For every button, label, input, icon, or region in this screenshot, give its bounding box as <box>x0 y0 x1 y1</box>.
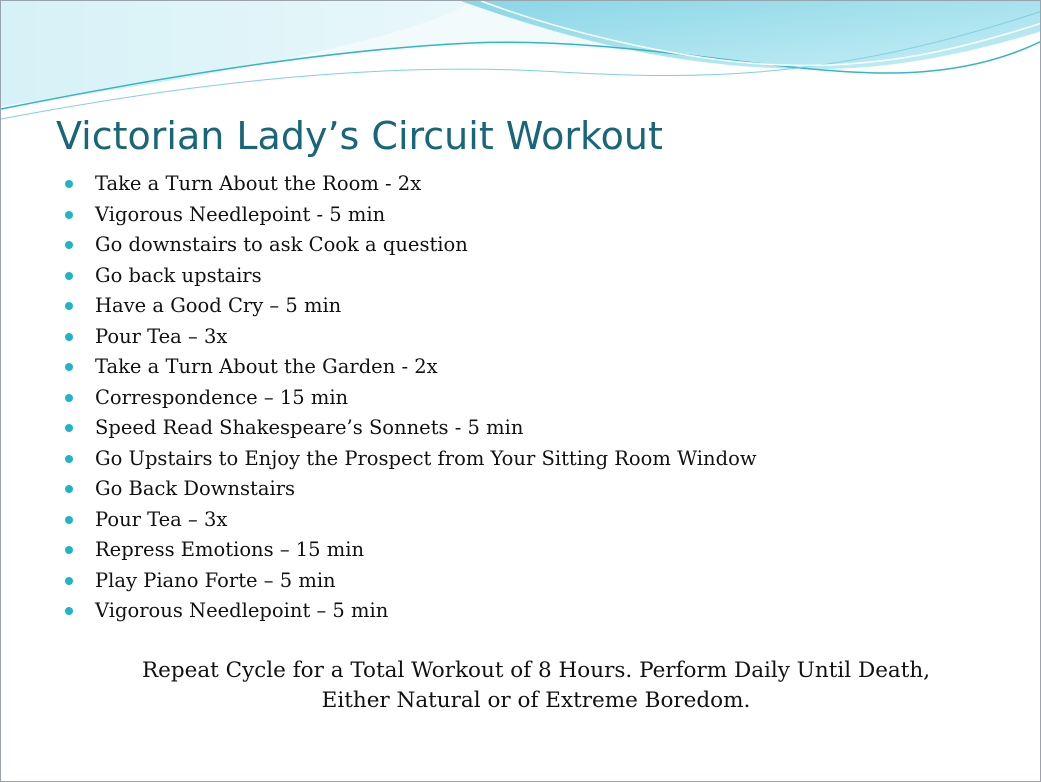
bullet-icon <box>65 485 73 493</box>
list-item <box>63 535 757 566</box>
list-item <box>63 474 757 505</box>
list-item-text: Go Upstairs to Enjoy the Prospect from Your Sitting Room Window <box>95 446 757 470</box>
list-item <box>63 505 757 536</box>
list-item <box>63 413 757 444</box>
list-item <box>63 322 757 353</box>
bullet-icon <box>65 333 73 341</box>
list-item-text: Pour Tea – 3x <box>95 507 228 531</box>
list-item <box>63 566 757 597</box>
bullet-icon <box>65 302 73 310</box>
list-item-text: Vigorous Needlepoint – 5 min <box>95 599 389 622</box>
bullet-icon <box>65 211 73 219</box>
list-item-text: Repress Emotions – 15 min <box>95 538 365 561</box>
footer-note <box>41 656 1031 716</box>
list-item-text: Take a Turn About the Garden - 2x <box>95 355 438 378</box>
list-item-text: Correspondence – 15 min <box>95 385 349 409</box>
workout-list <box>63 169 757 627</box>
list-item-text: Pour Tea – 3x <box>95 324 228 348</box>
bullet-icon <box>65 516 73 524</box>
list-item-text: Go Back Downstairs <box>95 477 296 500</box>
list-item <box>63 383 757 414</box>
slide-title: Victorian Lady’s Circuit Workout <box>56 114 663 158</box>
list-item <box>63 596 757 627</box>
list-item <box>63 200 757 231</box>
list-item <box>63 169 757 200</box>
footer-line: Repeat Cycle for a Total Workout of 8 Hours. Perform Daily Until Death, <box>141 658 931 683</box>
list-item <box>63 444 757 475</box>
list-item-text: Play Piano Forte – 5 min <box>95 568 336 592</box>
list-item <box>63 291 757 322</box>
bullet-icon <box>65 180 73 188</box>
bullet-icon <box>65 424 73 432</box>
list-item <box>63 352 757 383</box>
bullet-icon <box>65 455 73 463</box>
list-item <box>63 230 757 261</box>
footer-line: Either Natural or of Extreme Boredom. <box>321 688 751 713</box>
bullet-icon <box>65 607 73 615</box>
list-item-text: Go back upstairs <box>95 263 262 287</box>
bullet-icon <box>65 241 73 249</box>
list-item-text: Vigorous Needlepoint - 5 min <box>95 202 386 226</box>
bullet-icon <box>65 272 73 280</box>
list-item <box>63 261 757 292</box>
bullet-icon <box>65 546 73 554</box>
bullet-icon <box>65 363 73 371</box>
list-item-text: Speed Read Shakespeare’s Sonnets - 5 min <box>95 416 524 439</box>
list-item-text: Take a Turn About the Room - 2x <box>95 172 422 195</box>
bullet-icon <box>65 577 73 585</box>
list-item-text: Go downstairs to ask Cook a question <box>95 233 468 256</box>
bullet-icon <box>65 394 73 402</box>
list-item-text: Have a Good Cry – 5 min <box>95 294 342 317</box>
